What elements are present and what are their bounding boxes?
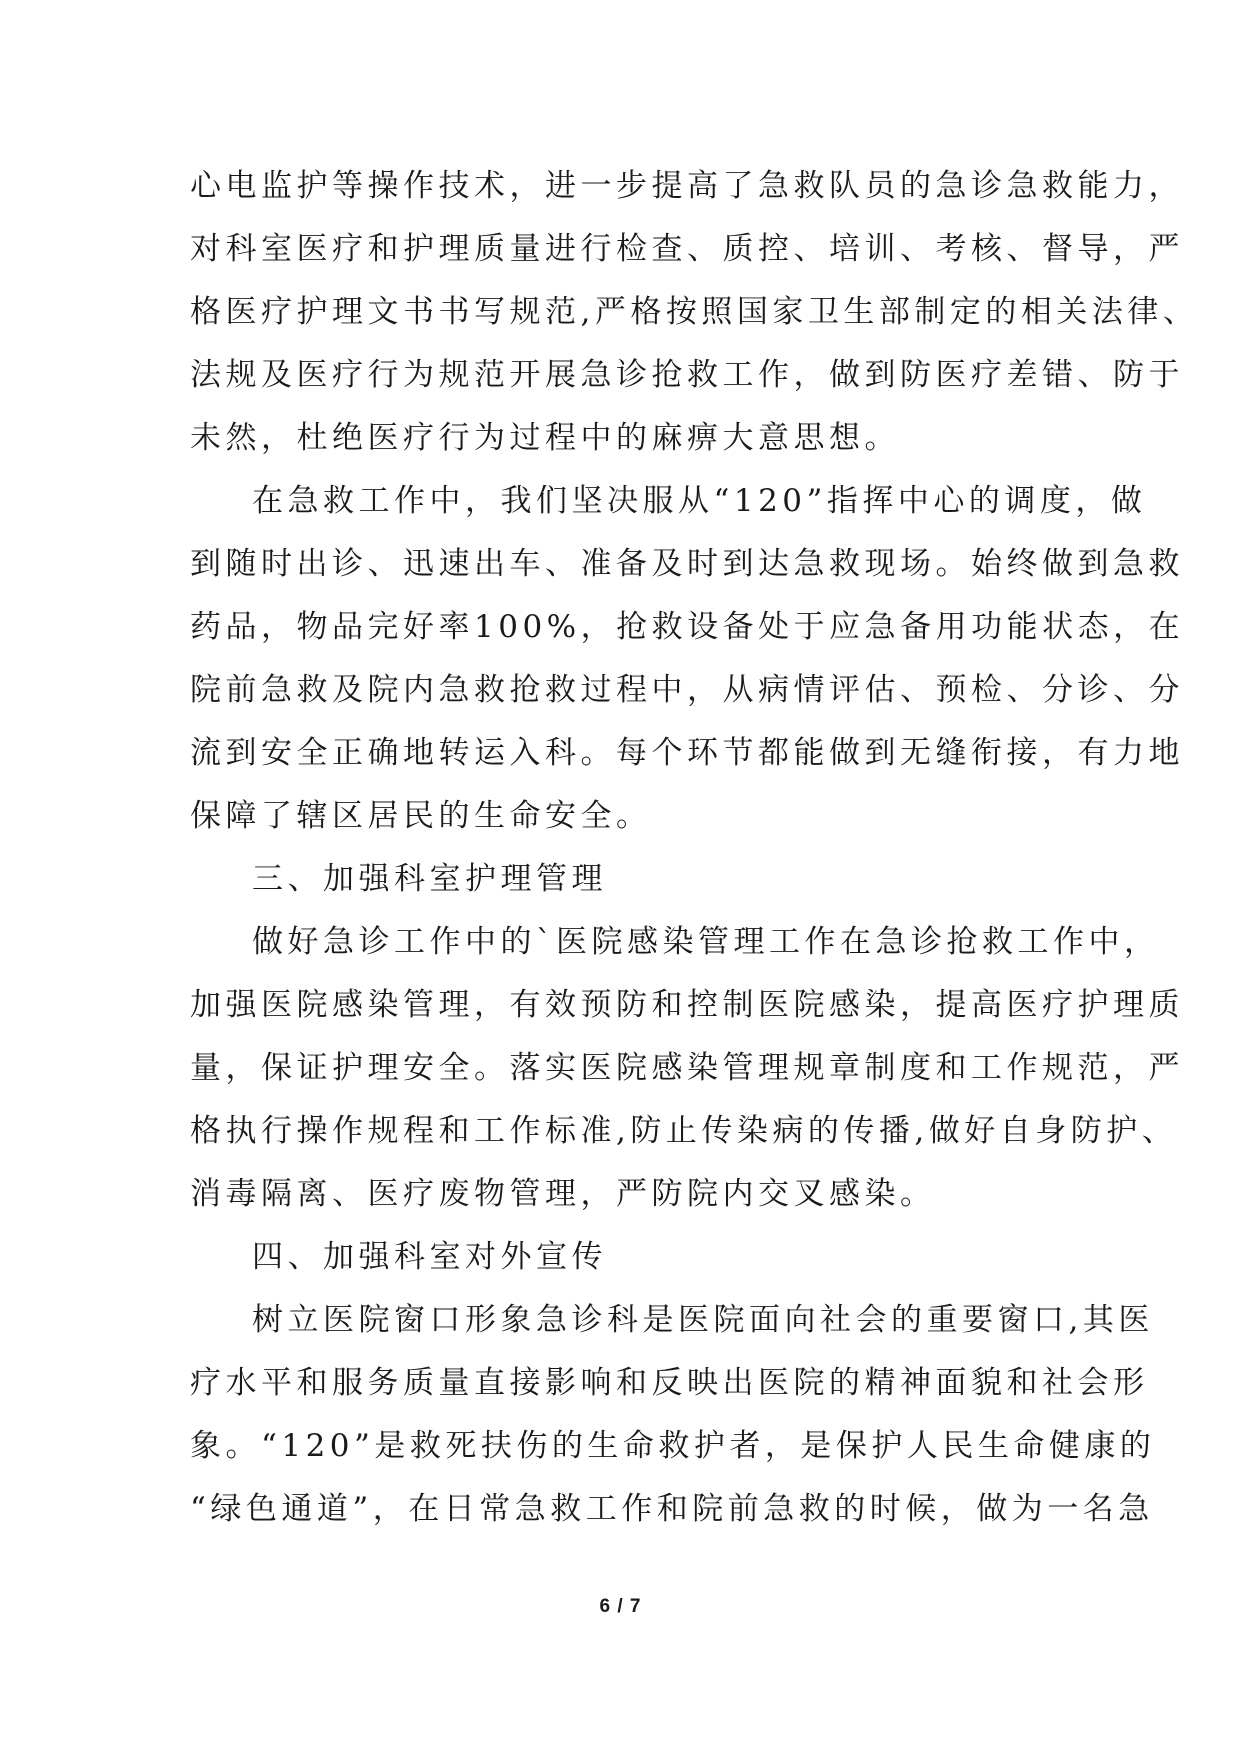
text-line: 象。“120”是救死扶伤的生命救护者，是保护人民生命健康的 (190, 1428, 1156, 1464)
text-line: “绿色通道”，在日常急救工作和院前急救的时候，做为一名急 (190, 1491, 1154, 1527)
text-line: 保障了辖区居民的生命安全。 (190, 798, 652, 834)
page-number: 6 / 7 (599, 1596, 642, 1617)
text-line: 药品，物品完好率100%，抢救设备处于应急备用功能状态，在 (190, 609, 1185, 645)
text-line: 量，保证护理安全。落实医院感染管理规章制度和工作规范，严 (190, 1050, 1184, 1086)
text-line: 加强医院感染管理，有效预防和控制医院感染，提高医疗护理质 (190, 987, 1184, 1023)
text-line: 树立医院窗口形象急诊科是医院面向社会的重要窗口,其医 (252, 1302, 1154, 1338)
text-line: 院前急救及院内急救抢救过程中，从病情评估、预检、分诊、分 (190, 672, 1184, 708)
text-line: 心电监护等操作技术，进一步提高了急救队员的急诊急救能力， (190, 168, 1184, 204)
text-line: 法规及医疗行为规范开展急诊抢救工作，做到防医疗差错、防于 (190, 357, 1184, 393)
text-line: 在急救工作中，我们坚决服从“120”指挥中心的调度，做 (252, 483, 1147, 519)
section-heading: 四、加强科室对外宣传 (252, 1239, 607, 1275)
text-line: 到随时出诊、迅速出车、准备及时到达急救现场。始终做到急救 (190, 546, 1184, 582)
text-line: 流到安全正确地转运入科。每个环节都能做到无缝衔接，有力地 (190, 735, 1184, 771)
text-line: 做好急诊工作中的`医院感染管理工作在急诊抢救工作中， (252, 924, 1160, 960)
text-line: 未然，杜绝医疗行为过程中的麻痹大意思想。 (190, 420, 900, 456)
text-line: 疗水平和服务质量直接影响和反映出医院的精神面貌和社会形 (190, 1365, 1149, 1401)
text-line: 格医疗护理文书书写规范,严格按照国家卫生部制定的相关法律、 (190, 294, 1199, 330)
text-line: 格执行操作规程和工作标准,防止传染病的传播,做好自身防护、 (190, 1113, 1178, 1149)
text-line: 消毒隔离、医疗废物管理，严防院内交叉感染。 (190, 1176, 936, 1212)
text-line: 对科室医疗和护理质量进行检查、质控、培训、考核、督导，严 (190, 231, 1184, 267)
section-heading: 三、加强科室护理管理 (252, 861, 607, 897)
